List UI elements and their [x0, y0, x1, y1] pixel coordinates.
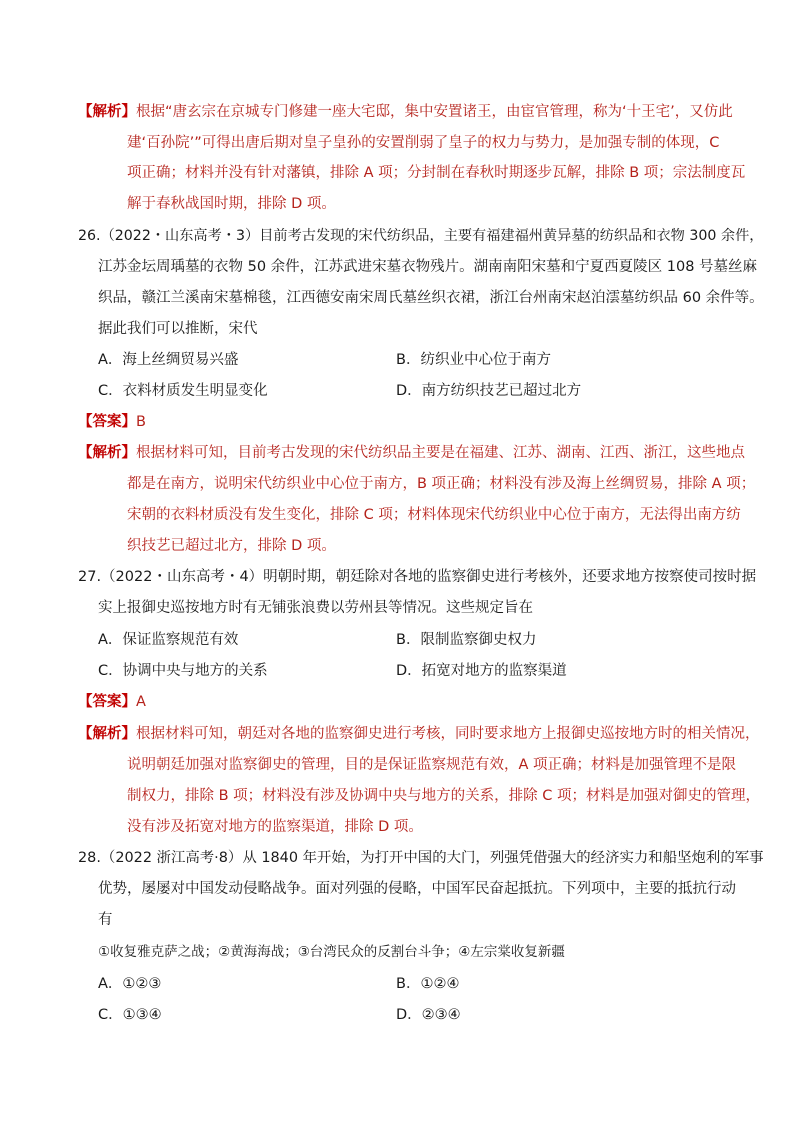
question-stem-line: 26.（2022・山东高考・3）目前考古发现的宋代纺织品，主要有福建福州黄异墓的纺织品和衣物 300 余件，: [78, 228, 764, 244]
analysis-line: 织技艺已超过北方，排除 D 项。: [127, 538, 336, 554]
option-d: D．南方纺织技艺已超过北方: [396, 383, 582, 399]
answer-label: 【答案】: [78, 414, 136, 430]
question-stem-line: 织品，赣江兰溪南宋墓棉毯，江西德安南宋周氏墓丝织衣裙，浙江台州南宋赵泊澐墓纺织品 60 余件等。: [98, 290, 764, 306]
option-b: B．限制监察御史权力: [396, 632, 537, 648]
analysis-line: 【解析】根据材料可知，朝廷对各地的监察御史进行考核，同时要求地方上报御史巡按地方时的相关情况，: [78, 726, 760, 742]
analysis-line: 制权力，排除 B 项；材料没有涉及协调中央与地方的关系，排除 C 项；材料是加强对御史的管理，: [127, 788, 761, 804]
option-b: B．①②④: [396, 976, 460, 992]
option-b: B．纺织业中心位于南方: [396, 352, 551, 368]
option-a: A．保证监察规范有效: [98, 632, 239, 648]
answer-line: [78, 412, 146, 432]
option-d: D．拓宽对地方的监察渠道: [396, 663, 567, 679]
analysis-label: 【解析】: [78, 726, 136, 742]
analysis-label: 【解析】: [78, 104, 136, 120]
answer-value: B: [136, 414, 146, 430]
analysis-line: 都是在南方，说明宋代纺织业中心位于南方，B 项正确；材料没有涉及海上丝绸贸易，排除 A 项；: [127, 476, 756, 492]
analysis-label: 【解析】: [78, 445, 136, 461]
option-a: A．①②③: [98, 976, 162, 992]
analysis-line: 宋朝的衣料材质没有发生变化，排除 C 项；材料体现宋代纺织业中心位于南方，无法得出南方纺: [127, 507, 741, 523]
analysis-line: 建‘百孙院’”可得出唐后期对皇子皇孙的安置削弱了皇子的权力与势力，是加强专制的体现，C: [127, 135, 720, 151]
question-stem-line: 据此我们可以推断，宋代: [98, 321, 258, 337]
question-stem-line: 28.（2022 浙江高考·8）从 1840 年开始，为打开中国的大门，列强凭借强大的经济实力和船坚炮利的军事: [78, 850, 764, 866]
option-c: C．①③④: [98, 1007, 162, 1023]
analysis-line: 项正确；材料并没有针对藩镇，排除 A 项；分封制在春秋时期逐步瓦解，排除 B 项；宗法制度瓦: [127, 165, 746, 181]
answer-value: A: [136, 694, 146, 710]
analysis-line: 说明朝廷加强对监察御史的管理，目的是保证监察规范有效，A 项正确；材料是加强管理不是限: [127, 757, 737, 773]
analysis-line: 【解析】根据材料可知，目前考古发现的宋代纺织品主要是在福建、江苏、湖南、江西、浙江，这些地点: [78, 445, 745, 461]
option-d: D．②③④: [396, 1007, 461, 1023]
question-stem-line: 27.（2022・山东高考・4）明朝时期，朝廷除对各地的监察御史进行考核外，还要求地方按察使司按时据: [78, 569, 757, 585]
option-c: C．协调中央与地方的关系: [98, 663, 268, 679]
question-items: ①收复雅克萨之战；②黄海海战；③台湾民众的反割台斗争；④左宗棠收复新疆: [98, 944, 565, 960]
option-a: A．海上丝绸贸易兴盛: [98, 352, 239, 368]
question-stem-line: 江苏金坛周瑀墓的衣物 50 余件，江苏武进宋墓衣物残片。湖南南阳宋墓和宁夏西夏陵区 108 号墓丝麻: [98, 259, 758, 275]
question-stem-line: 优势，屡屡对中国发动侵略战争。面对列强的侵略，中国军民奋起抵抗。下列项中，主要的抵抗行动: [98, 881, 736, 897]
option-c: C．衣料材质发生明显变化: [98, 383, 268, 399]
question-stem-line: 实上报御史巡按地方时有无铺张浪费以劳州县等情况。这些规定旨在: [98, 600, 533, 616]
answer-label: 【答案】: [78, 694, 136, 710]
analysis-line: 解于春秋战国时期，排除 D 项。: [127, 196, 336, 212]
answer-line: [78, 692, 146, 712]
question-stem-line: 有: [98, 912, 113, 928]
analysis-line: 【解析】根据“唐玄宗在京城专门修建一座大宅邸，集中安置诸王，由宦官管理，称为‘十王宅’，又仿此: [78, 104, 733, 120]
analysis-line: 没有涉及拓宽对地方的监察渠道，排除 D 项。: [127, 819, 423, 835]
